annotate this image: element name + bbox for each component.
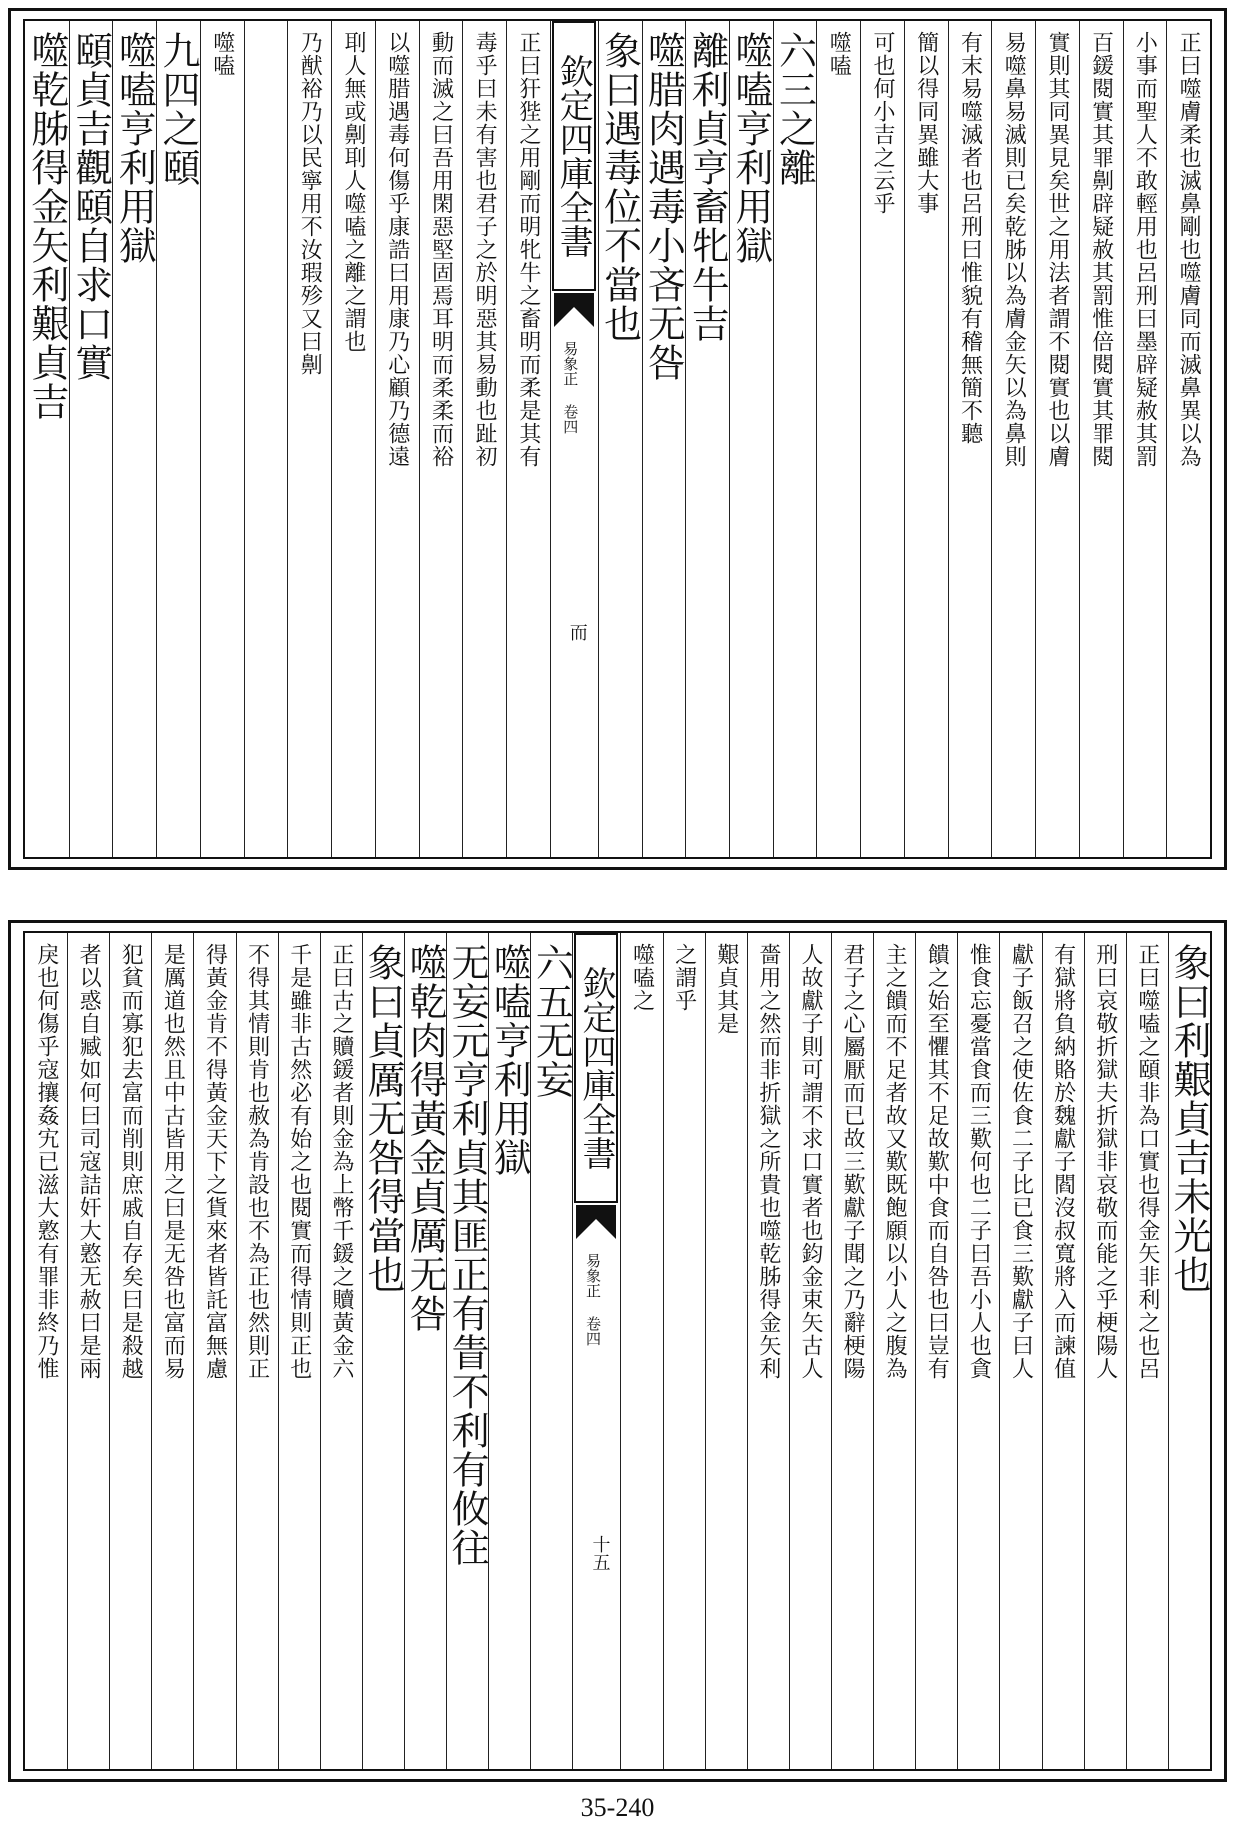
column-rule: [831, 933, 832, 1769]
column-rule: [1035, 21, 1036, 857]
column-rule: [278, 933, 279, 1769]
column-rule: [904, 21, 905, 857]
book-title-banner: 欽定四庫全書: [574, 933, 618, 1203]
text-column-commentary: 饋之始至懼其不足故歎中食而自咎也曰豈有: [924, 943, 950, 1380]
column-rule: [1079, 21, 1080, 857]
text-column-main: 噬乾胏得金矢利艱貞吉: [24, 31, 69, 421]
text-column-main: 象曰利艱貞吉未光也: [1166, 943, 1211, 1294]
text-column-commentary: 可也何小吉之云乎: [870, 31, 896, 215]
text-column-commentary: 是厲道也然且中古皆用之曰是无咎也富而易: [160, 943, 186, 1380]
text-column-main: 噬嗑亨利用獄: [487, 943, 532, 1177]
column-rule: [1123, 21, 1124, 857]
column-rule: [1084, 933, 1085, 1769]
page-number-footer: 35-240: [580, 1793, 655, 1822]
column-rule: [1166, 21, 1167, 857]
fish-tail-mark-icon: [576, 1205, 616, 1239]
text-column-commentary: 惟食忘憂當食而三歎何也二子曰吾小人也貪: [966, 943, 992, 1380]
text-column-commentary: 嗇用之然而非折獄之所貴也噬乾胏得金矢利: [755, 943, 781, 1380]
column-rule: [419, 21, 420, 857]
text-column-commentary: 噬嗑: [209, 31, 235, 77]
text-column-commentary: 以噬腊遇毒何傷乎康誥曰用康乃心顧乃德遠: [384, 31, 410, 468]
column-rule: [999, 933, 1000, 1769]
text-column-commentary: 乃猷裕乃以民寧用不汝瑕殄又曰劓: [297, 31, 323, 376]
text-column-main: 象曰遇毒位不當也: [597, 31, 642, 343]
text-column-commentary: 千是雖非古然必有始之也閱實而得情則正也: [286, 943, 312, 1380]
column-rule: [67, 933, 68, 1769]
text-column-commentary: 實則其同異見矣世之用法者謂不閱實也以膚: [1044, 31, 1070, 468]
text-column-commentary: 者以惑自臧如何曰司寇詰奸大憝无赦曰是兩: [76, 943, 102, 1380]
column-rule: [193, 933, 194, 1769]
text-column-main: 六五无妄: [529, 943, 574, 1099]
text-column-main: 噬腊肉遇毒小吝无咎: [641, 31, 686, 382]
column-rule: [991, 21, 992, 857]
text-column-commentary: 噬嗑: [826, 31, 852, 77]
column-rule: [331, 21, 332, 857]
text-column-commentary: 正曰噬嗑之頤非為口實也得金矢非利之也呂: [1134, 943, 1160, 1380]
text-column-commentary: 簡以得同異雖大事: [913, 31, 939, 215]
text-column-commentary: 正曰古之贖鍰者則金為上幣千鍰之贖黃金六: [328, 943, 354, 1380]
text-column-commentary: 刵人無或劓刵人噬嗑之離之謂也: [340, 31, 366, 353]
text-column-commentary: 君子之心屬厭而已故三歎獻子聞之乃辭梗陽: [840, 943, 866, 1380]
column-rule: [151, 933, 152, 1769]
text-column-main: 噬嗑亨利用獄: [728, 31, 773, 265]
column-rule: [1042, 933, 1043, 1769]
volume-info: 易象正 卷四: [583, 1253, 602, 1346]
text-column-commentary: 不得其情則肯也赦為肯設也不為正也然則正: [244, 943, 270, 1380]
column-rule: [620, 933, 621, 1769]
text-column-commentary: 動而滅之曰吾用閑惡堅固焉耳明而柔柔而裕: [428, 31, 454, 468]
column-rule: [200, 21, 201, 857]
fish-tail-mark-icon: [554, 293, 594, 327]
column-rule: [873, 933, 874, 1769]
column-rule: [109, 933, 110, 1769]
bottom-page-frame: [23, 931, 1212, 1771]
leaf-number: 十五: [589, 1534, 611, 1571]
top-page-frame: [23, 19, 1212, 859]
column-rule: [663, 933, 664, 1769]
column-rule: [1126, 933, 1127, 1769]
text-column-main: 九四之頤: [156, 31, 201, 187]
column-rule: [244, 21, 245, 857]
column-rule: [948, 21, 949, 857]
text-column-commentary: 人故獻子則可謂不求口實者也鈞金束矢古人: [797, 943, 823, 1380]
text-column-main: 離利貞亨畜牝牛吉: [685, 31, 730, 343]
text-column-main: 頤貞吉觀頤自求口實: [68, 31, 113, 382]
text-column-commentary: 有獄將負納賂於魏獻子閻沒叔寬將入而諫值: [1050, 943, 1076, 1380]
column-rule: [287, 21, 288, 857]
text-column-main: 象曰貞厲无咎得當也: [360, 943, 405, 1294]
column-rule: [462, 21, 463, 857]
text-column-commentary: 主之饋而不足者故又歎既飽願以小人之腹為: [882, 943, 908, 1380]
text-column-commentary: 得黃金肯不得黃金天下之貨來者皆託富無慮: [202, 943, 228, 1380]
text-column-commentary: 犯貧而寡犯去富而削則庶戚自存矣曰是殺越: [118, 943, 144, 1380]
column-rule: [747, 933, 748, 1769]
text-column-commentary: 百鍰閱實其罪劓辟疑赦其罰惟倍閱實其罪閱: [1088, 31, 1114, 468]
text-column-main: 无妄元亨利貞其匪正有眚不利有攸往: [445, 943, 490, 1567]
book-title-banner: 欽定四庫全書: [552, 21, 596, 291]
column-rule: [860, 21, 861, 857]
text-column-main: 噬嗑亨利用獄: [112, 31, 157, 265]
text-column-commentary: 有末易噬滅者也呂刑曰惟貌有稽無簡不聽: [957, 31, 983, 445]
text-column-commentary: 之謂乎: [671, 943, 697, 1012]
leaf-number: 而: [566, 622, 588, 641]
text-column-commentary: 正曰犴狴之用剛而明牝牛之畜明而柔是其有: [515, 31, 541, 468]
text-column-commentary: 艱貞其是: [713, 943, 739, 1035]
bottom-page-panel: [8, 920, 1227, 1782]
column-rule: [236, 933, 237, 1769]
top-page-panel: [8, 8, 1227, 870]
text-column-commentary: 小事而聖人不敢輕用也呂刑曰墨辟疑赦其罰: [1132, 31, 1158, 468]
text-column-main: 六三之離: [772, 31, 817, 187]
column-rule: [320, 933, 321, 1769]
volume-info: 易象正 卷四: [561, 341, 580, 434]
text-column-commentary: 易噬鼻易滅則已矣乾胏以為膚金矢以為鼻則: [1001, 31, 1027, 468]
column-rule: [506, 21, 507, 857]
column-rule: [915, 933, 916, 1769]
column-rule: [375, 21, 376, 857]
column-rule: [705, 933, 706, 1769]
text-column-commentary: 獻子飯召之使佐食二子比已食三歎獻子曰人: [1008, 943, 1034, 1380]
text-column-commentary: 噬嗑之: [629, 943, 655, 1012]
text-column-commentary: 刑曰哀敬折獄夫折獄非哀敬而能之乎梗陽人: [1092, 943, 1118, 1380]
text-column-commentary: 戾也何傷乎寇攘姦宄已滋大憝有罪非終乃惟: [34, 943, 60, 1380]
text-column-commentary: 正曰噬膚柔也滅鼻剛也噬膚同而滅鼻異以為: [1176, 31, 1202, 468]
column-rule: [816, 21, 817, 857]
column-rule: [789, 933, 790, 1769]
text-column-main: 噬乾肉得黃金貞厲无咎: [403, 943, 448, 1333]
column-rule: [957, 933, 958, 1769]
text-column-commentary: 毒乎曰未有害也君子之於明惡其易動也趾初: [472, 31, 498, 468]
